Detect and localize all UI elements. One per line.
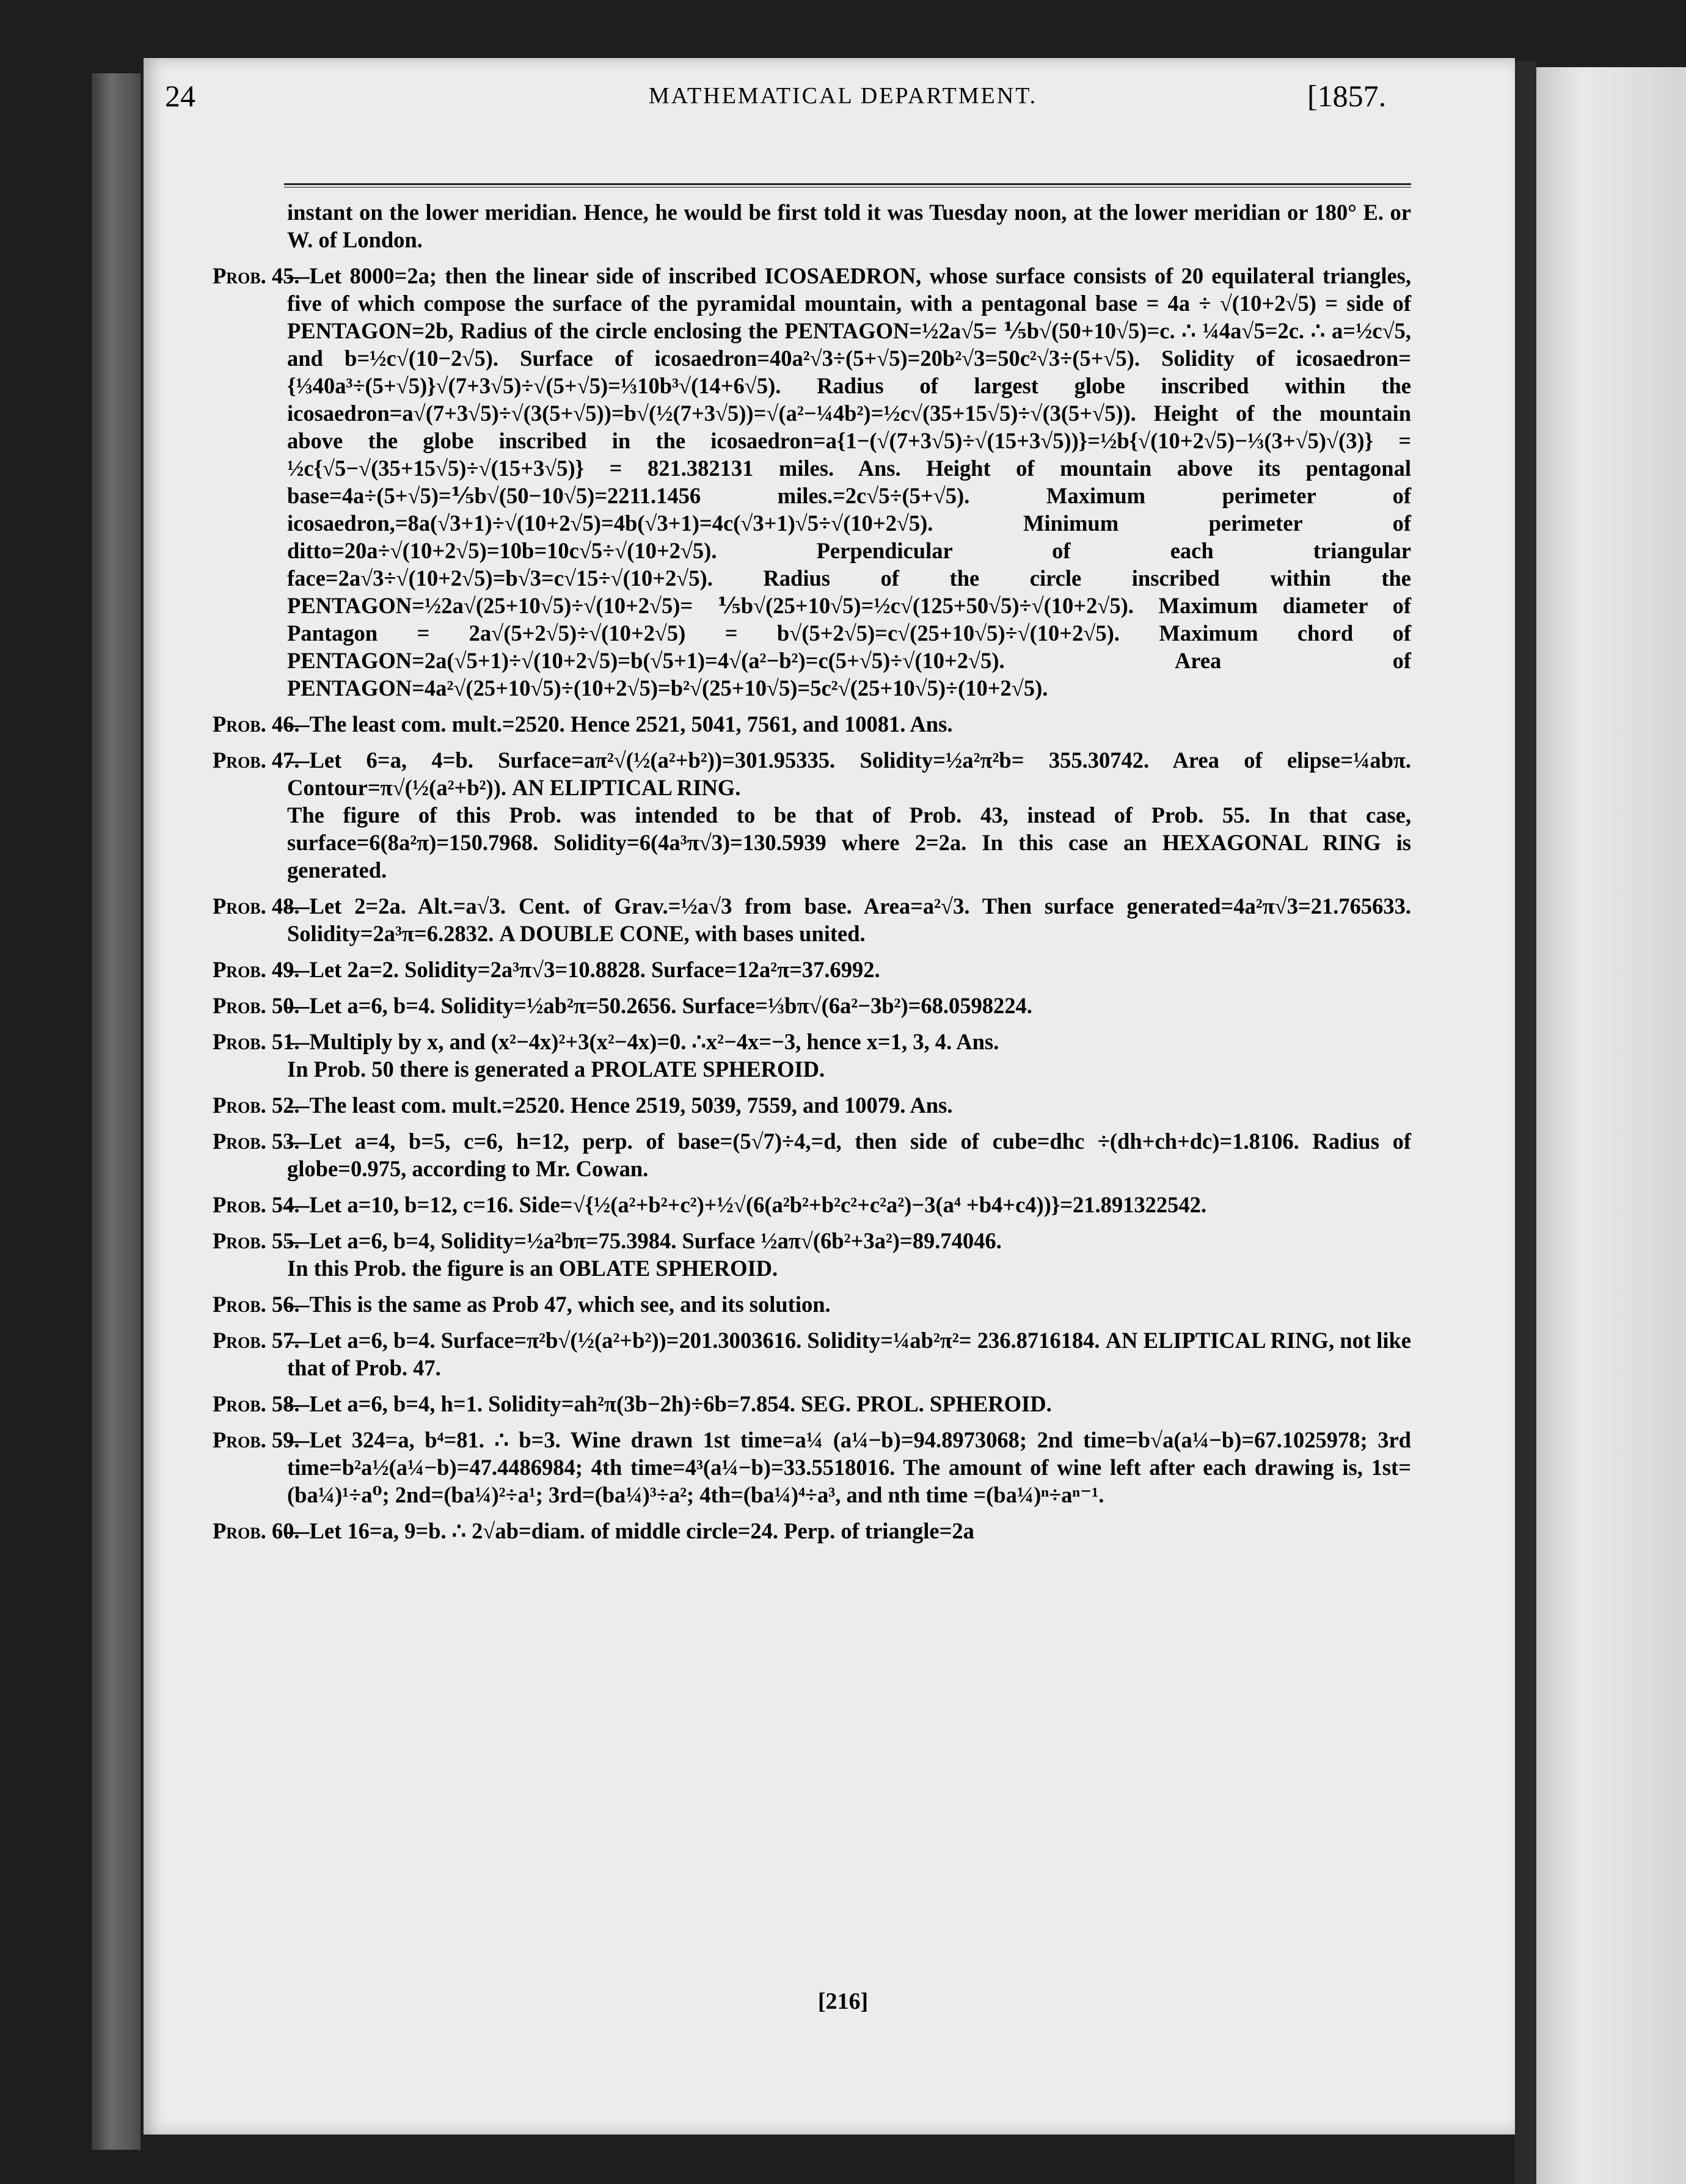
problem-entry <box>213 992 1411 1019</box>
problem-entry <box>213 1426 1411 1509</box>
problem-note: The figure of this Prob. was intended to be that of Prob. 43, instead of Prob. 55. In that case, surface=6(8a²π)=150.7968. Solidity=6(4a³π√3)=130.5939 where 2=2a. In this case an HEXAGONAL RING is generated. <box>287 803 1411 883</box>
page-body <box>213 198 1411 1553</box>
next-page-edge <box>1536 67 1686 2184</box>
problem-label: Prob. 48. <box>213 894 300 919</box>
problem-text: —The least com. mult.=2520. Hence 2521, 5041, 7561, and 10081. Ans. <box>287 712 953 737</box>
problem-label: Prob. 46. <box>213 712 300 737</box>
problem-text: —Let a=6, b=4, h=1. Solidity=ah²π(3b−2h)÷6b=7.854. SEG. PROL. SPHEROID. <box>287 1391 1052 1416</box>
problem-entry <box>213 892 1411 947</box>
problem-label: Prob. 45. <box>213 263 300 288</box>
problem-entry <box>213 956 1411 983</box>
problem-text: —The least com. mult.=2520. Hence 2519, 5039, 7559, and 10079. Ans. <box>287 1093 953 1118</box>
problem-note: In this Prob. the figure is an OBLATE SPHEROID. <box>287 1256 778 1281</box>
problem-entry <box>213 1390 1411 1418</box>
running-year: [1857. <box>1307 79 1387 113</box>
problem-label: Prob. 55. <box>213 1228 300 1253</box>
problem-entry <box>213 1028 1411 1083</box>
problem-text: —Let a=10, b=12, c=16. Side=√{½(a²+b²+c²)+½√(6(a²b²+b²c²+c²a²)−3(a⁴ +b4+c4))}=21.891322542. <box>287 1192 1207 1217</box>
problem-text: —Let a=4, b=5, c=6, h=12, perp. of base=(5√7)÷4,=d, then side of cube=dhc ÷(dh+ch+dc)=1.8106. Radius of globe=0.975, according to Mr. Cowan. <box>287 1129 1411 1181</box>
problem-text: —Let 16=a, 9=b. ∴ 2√ab=diam. of middle circle=24. Perp. of triangle=2a <box>287 1518 974 1543</box>
problem-note: In Prob. 50 there is generated a PROLATE SPHEROID. <box>287 1057 825 1082</box>
intro-text: instant on the lower meridian. Hence, he would be first told it was Tuesday noon, at the lower meridian or 180° E. or W. of London. <box>287 200 1411 252</box>
problem-label: Prob. 60. <box>213 1518 300 1543</box>
problem-text: —Let 8000=2a; then the linear side of inscribed ICOSAEDRON, whose surface consists of 20 equilateral triangles, five of which compose the surface of the pyramidal mountain, with a pentagonal base = 4a ÷ √(10+2√5) = side of PENTAGON=2b, Radius of the circle enclosing the PENTAGON=½2a√5= ⅕b√(50+10√5)=c. ∴ ¼4a√5=2c. ∴ a=½c√5, and b=½c√(10−2√5). Surface of icosaedron=40a²√3÷(5+√5)=20b²√3=50c²√3÷(5+√5). Solidity of icosaedron={⅓40a³÷(5+√5)}√(7+3√5)÷√(5+√5)=⅓10b³√(14+6√5). Radius of largest globe inscribed within the icosaedron=a√(7+3√5)÷√(3(5+√5))=b√(½(7+3√5))=√(a²−¼4b²)=½c√(35+15√5)÷√(3(5+√5)). Height of the mountain above the globe inscribed in the icosaedron=a{1−(√(7+3√5)÷√(15+3√5))}=½b{√(10+2√5)−⅓(3+√5)√(3)} = ½c{√5−√(35+15√5)÷√(15+3√5)} = 821.382131 miles. Ans. Height of mountain above its pentagonal base=4a÷(5+√5)=⅕b√(50−10√5)=2211.1456 miles.=2c√5÷(5+√5). Maximum perimeter of icosaedron,=8a(√3+1)÷√(10+2√5)=4b(√3+1)=4c(√3+1)√5÷√(10+2√5). Minimum perimeter of ditto=20a÷√(10+2√5)=10b=10c√5÷√(10+2√5). Perpendicular of each triangular face=2a√3÷√(10+2√5)=b√3=c√15÷√(10+2√5). Radius of the circle inscribed within the PENTAGON=½2a√(25+10√5)÷√(10+2√5)= ⅕b√(25+10√5)=½c√(125+50√5)÷√(10+2√5). Maximum diameter of Pantagon = 2a√(5+2√5)÷√(10+2√5) = b√(5+2√5)=c√(25+10√5)÷√(10+2√5). Maximum chord of PENTAGON=2a(√5+1)÷√(10+2√5)=b(√5+1)=4√(a²−b²)=c(5+√5)÷√(10+2√5). Area of PENTAGON=4a²√(25+10√5)÷(10+2√5)=b²√(25+10√5)=5c²√(25+10√5)÷(10+2√5). <box>287 263 1411 701</box>
problem-entry <box>213 1191 1411 1218</box>
problem-text: —Let 2a=2. Solidity=2a³π√3=10.8828. Surface=12a²π=37.6992. <box>287 957 880 982</box>
footer-page-ref: [216] <box>817 1989 869 2014</box>
problem-label: Prob. 54. <box>213 1192 300 1217</box>
problem-entry <box>213 1091 1411 1119</box>
problem-text: —Let a=6, b=4. Solidity=½ab²π=50.2656. Surface=⅓bπ√(6a²−3b²)=68.0598224. <box>287 993 1032 1018</box>
problem-entry <box>213 1227 1411 1282</box>
problem-label: Prob. 47. <box>213 748 300 773</box>
problem-label: Prob. 59. <box>213 1427 300 1452</box>
problem-entry <box>213 710 1411 738</box>
page-number: 24 <box>165 79 195 113</box>
header-rule <box>284 183 1411 187</box>
problem-label: Prob. 58. <box>213 1391 300 1416</box>
problem-entry <box>213 262 1411 702</box>
problem-entry <box>213 1517 1411 1545</box>
problem-label: Prob. 50. <box>213 993 300 1018</box>
intro-paragraph <box>287 198 1411 253</box>
problem-label: Prob. 53. <box>213 1129 300 1154</box>
problem-label: Prob. 57. <box>213 1328 300 1353</box>
problem-label: Prob. 52. <box>213 1093 300 1118</box>
problem-label: Prob. 56. <box>213 1292 300 1317</box>
problem-text: —Let 2=2a. Alt.=a√3. Cent. of Grav.=½a√3 from base. Area=a²√3. Then surface generated=4a²π√3=21.765633. Solidity=2a³π=6.2832. A DOUBLE CONE, with bases united. <box>287 894 1411 946</box>
problem-label: Prob. 49. <box>213 957 300 982</box>
problem-text: —Let a=6, b=4. Surface=π²b√(½(a²+b²))=201.3003616. Solidity=¼ab²π²= 236.8716184. AN ELIPTICAL RING, not like that of Prob. 47. <box>287 1328 1411 1380</box>
book-spine <box>92 73 140 2150</box>
running-title: MATHEMATICAL DEPARTMENT. <box>648 83 1038 109</box>
problem-text: —Multiply by x, and (x²−4x)²+3(x²−4x)=0. ∴x²−4x=−3, hence x=1, 3, 4. Ans. <box>287 1029 999 1054</box>
problem-list <box>213 262 1411 1553</box>
problem-text: —Let 6=a, 4=b. Surface=aπ²√(½(a²+b²))=301.95335. Solidity=½a²π²b= 355.30742. Area of elipse=¼abπ. Contour=π√(½(a²+b²)). AN ELIPTICAL RING. <box>287 748 1411 800</box>
problem-text: —This is the same as Prob 47, which see, and its solution. <box>287 1292 831 1317</box>
problem-entry <box>213 1290 1411 1318</box>
problem-entry <box>213 1327 1411 1381</box>
problem-label: Prob. 51. <box>213 1029 300 1054</box>
problem-entry <box>213 1127 1411 1182</box>
problem-text: —Let a=6, b=4, Solidity=½a²bπ=75.3984. Surface ½aπ√(6b²+3a²)=89.74046. <box>287 1228 1002 1253</box>
gutter-shadow <box>1515 61 1536 2184</box>
problem-text: —Let 324=a, b⁴=81. ∴ b=3. Wine drawn 1st time=a¼ (a¼−b)=94.8973068; 2nd time=b√a(a¼−b)=67.1025978; 3rd time=b²a½(a¼−b)=47.4486984; 4th time=4³(a¼−b)=33.5518016. The amount of wine left after each drawing is, 1st=(ba¼)¹÷a⁰; 2nd=(ba¼)²÷a¹; 3rd=(ba¼)³÷a²; 4th=(ba¼)⁴÷a³, and nth time =(ba¼)ⁿ÷aⁿ⁻¹. <box>287 1427 1411 1507</box>
problem-entry <box>213 746 1411 884</box>
